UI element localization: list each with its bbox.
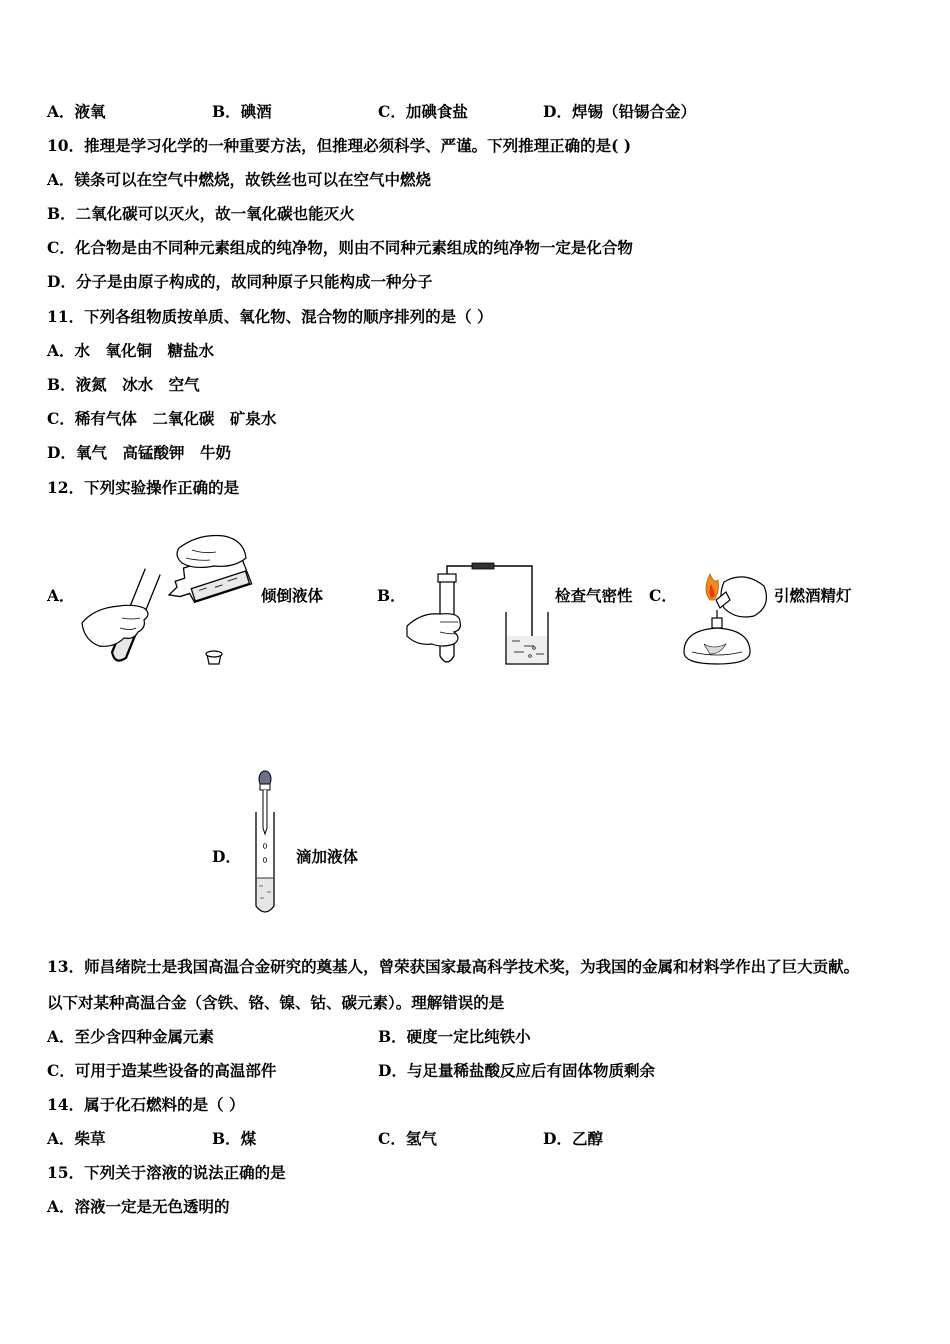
pouring-liquid-illustration xyxy=(74,528,254,676)
q9-option-d: D．焊锡（铅锡合金） xyxy=(543,102,696,121)
q13-option-d: D．与足量稀盐酸反应后有固体物质剩余 xyxy=(378,1061,655,1080)
q12-option-d-caption: 滴加液体 xyxy=(296,847,359,866)
lighting-alcohol-lamp-illustration xyxy=(674,560,774,668)
q12-option-b-letter: B． xyxy=(377,586,406,605)
q13-stem-line1: 13．师昌绪院士是我国高温合金研究的奠基人，曾荣获国家最高科学技术奖，为我国的金属和材料学作出了巨大贡献。 xyxy=(47,957,860,976)
q12-option-a-letter: A． xyxy=(47,586,75,605)
airtightness-check-illustration xyxy=(402,556,552,670)
q13-option-a: A．至少含四种金属元素 xyxy=(47,1027,215,1046)
q12-option-b-caption: 检查气密性 xyxy=(555,586,633,605)
q15-stem: 15．下列关于溶液的说法正确的是 xyxy=(47,1163,286,1182)
q14-option-c: C．氢气 xyxy=(378,1129,437,1148)
q9-option-a: A．液氧 xyxy=(47,102,106,121)
q10-option-c: C．化合物是由不同种元素组成的纯净物，则由不同种元素组成的纯净物一定是化合物 xyxy=(47,238,633,257)
q14-stem: 14．属于化石燃料的是（ ） xyxy=(47,1095,245,1114)
q12-option-d-letter: D． xyxy=(212,847,241,866)
q13-option-b: B．硬度一定比纯铁小 xyxy=(378,1027,531,1046)
q11-option-a: A．水 氧化铜 糖盐水 xyxy=(47,341,215,360)
q13-option-c: C．可用于造某些设备的高温部件 xyxy=(47,1061,277,1080)
q12-stem: 12．下列实验操作正确的是 xyxy=(47,478,240,497)
q12-option-c-letter: C． xyxy=(649,586,677,605)
q11-option-d: D．氧气 高锰酸钾 牛奶 xyxy=(47,443,231,462)
q15-option-a: A．溶液一定是无色透明的 xyxy=(47,1197,230,1216)
q11-option-b: B．液氮 冰水 空气 xyxy=(47,375,200,394)
q11-stem: 11．下列各组物质按单质、氧化物、混合物的顺序排列的是（ ） xyxy=(47,307,493,326)
q13-stem-line2: 以下对某种高温合金（含铁、铬、镍、钴、碳元素）。理解错误的是 xyxy=(47,993,505,1012)
q10-option-d: D．分子是由原子构成的，故同种原子只能构成一种分子 xyxy=(47,272,433,291)
q11-option-c: C．稀有气体 二氧化碳 矿泉水 xyxy=(47,409,277,428)
dropping-liquid-illustration xyxy=(248,770,284,918)
q12-option-a-caption: 倾倒液体 xyxy=(261,586,324,605)
q14-option-b: B．煤 xyxy=(212,1129,257,1148)
q14-option-d: D．乙醇 xyxy=(543,1129,603,1148)
q12-option-c-caption: 引燃酒精灯 xyxy=(774,586,852,605)
q14-option-a: A．柴草 xyxy=(47,1129,106,1148)
q10-option-b: B．二氧化碳可以灭火，故一氧化碳也能灭火 xyxy=(47,204,355,223)
q9-option-c: C．加碘食盐 xyxy=(378,102,468,121)
q10-stem: 10．推理是学习化学的一种重要方法，但推理必须科学、严谨。下列推理正确的是( ) xyxy=(47,136,632,155)
q10-option-a: A．镁条可以在空气中燃烧，故铁丝也可以在空气中燃烧 xyxy=(47,170,432,189)
q9-option-b: B．碘酒 xyxy=(212,102,272,121)
